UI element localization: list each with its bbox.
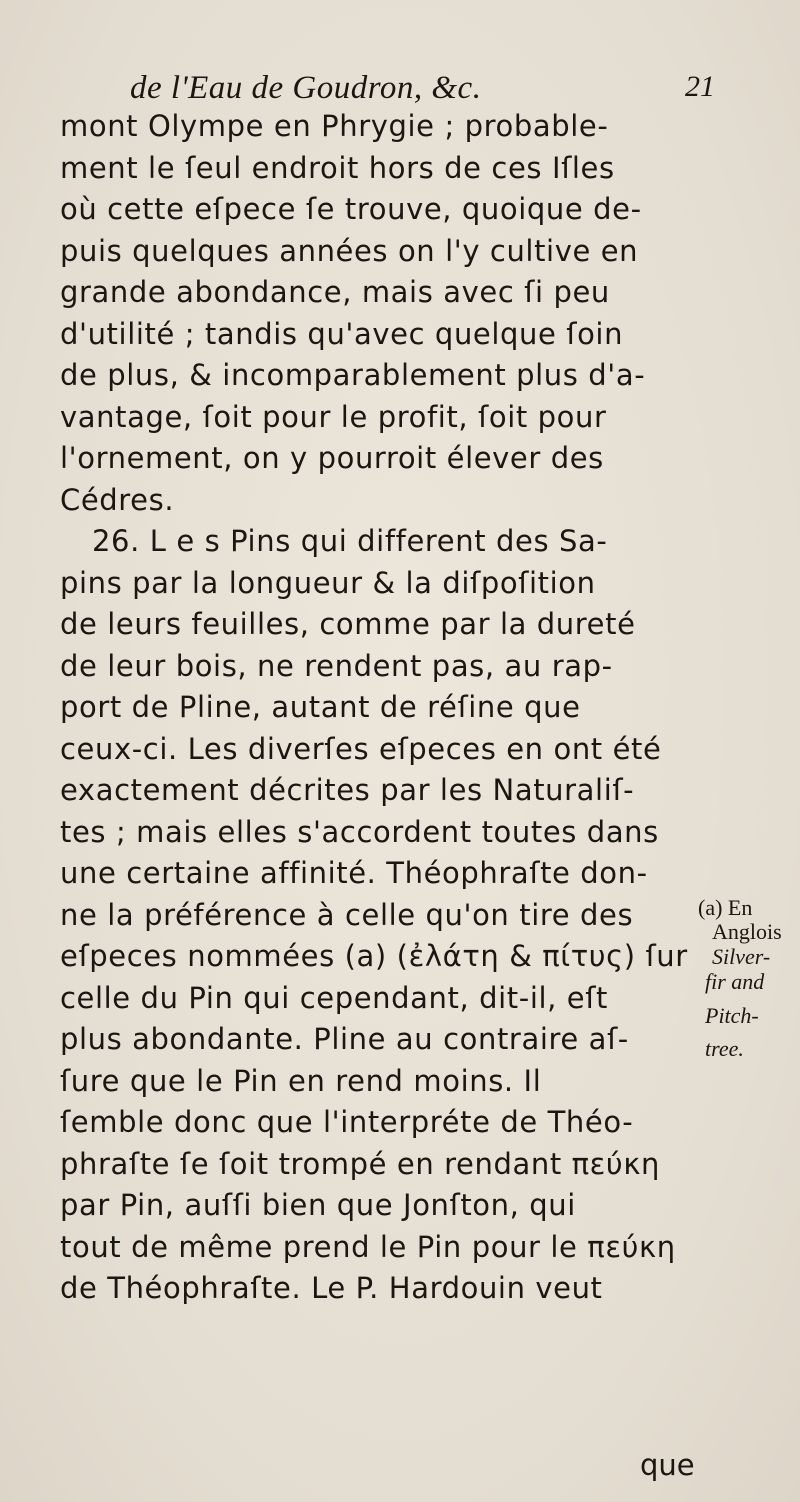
text-line: l'ornement, on y pourroit élever des — [60, 441, 604, 475]
text-line: où cette eſpece ſe trouve, quoique de- — [60, 192, 642, 226]
text-line: port de Pline, autant de réſine que — [60, 690, 581, 724]
body-text — [60, 106, 740, 1310]
page-number: 21 — [685, 70, 715, 103]
margin-note: fir and — [705, 969, 765, 994]
text-line: vantage, ſoit pour le profit, ſoit pour — [60, 399, 607, 434]
text-line: plus abondante. Pline au contraire aſ- — [60, 1022, 629, 1056]
text-line: de leurs feuilles, comme par la dureté — [60, 607, 636, 641]
text-line: d'utilité ; tandis qu'avec quelque ſoin — [60, 316, 624, 351]
text-line: de Théophraſte. Le P. Hardouin veut — [60, 1271, 603, 1305]
text-line: tes ; mais elles s'accordent toutes dans — [60, 814, 659, 849]
text-line: mont Olympe en Phrygie ; probable- — [60, 109, 609, 143]
margin-note: Pitch- — [705, 1003, 759, 1028]
text-line: puis quelques années on l'y cultive en — [60, 233, 639, 268]
text-line: exactement décrites par les Naturaliſ- — [60, 773, 635, 807]
text-line: ne la préférence à celle qu'on tire des — [60, 897, 634, 932]
text-line: ment le ſeul endroit hors de ces Iſles — [60, 150, 615, 185]
text-line: Cédres. — [60, 482, 175, 517]
text-line: de plus, & incomparablement plus d'a- — [60, 358, 646, 392]
text-line: ſemble donc que l'interpréte de Théo- — [60, 1105, 634, 1139]
margin-note: Anglois — [712, 919, 782, 944]
text-line: eſpeces nommées (a) (ἐλάτη & πίτυς) ſur — [60, 939, 688, 973]
text-line: de leur bois, ne rendent pas, au rap- — [60, 648, 613, 683]
text-line: grande abondance, mais avec ſi peu — [60, 275, 610, 309]
paragraph-start-line: 26. L e s Pins qui different des Sa- — [92, 524, 608, 558]
margin-note: Silver- — [712, 944, 771, 969]
catchword: que — [640, 1448, 695, 1482]
text-line: ceux-ci. Les diverſes eſpeces en ont été — [60, 731, 662, 766]
text-line: celle du Pin qui cependant, dit-il, eſt — [60, 980, 608, 1015]
text-line: ſure que le Pin en rend moins. Il — [60, 1063, 542, 1098]
text-line: pins par la longueur & la diſpoſition — [60, 565, 596, 600]
text-line: une certaine affinité. Théophraſte don- — [60, 856, 648, 890]
margin-note: tree. — [705, 1036, 744, 1061]
running-title: de l'Eau de Goudron, &c. — [130, 70, 482, 106]
text-line: tout de même prend le Pin pour le πεύκη — [60, 1229, 676, 1264]
margin-note: (a) En — [698, 895, 753, 920]
text-line: par Pin, auſſi bien que Jonſton, qui — [60, 1188, 576, 1222]
text-line: phraſte ſe ſoit trompé en rendant πεύκη — [60, 1146, 660, 1181]
